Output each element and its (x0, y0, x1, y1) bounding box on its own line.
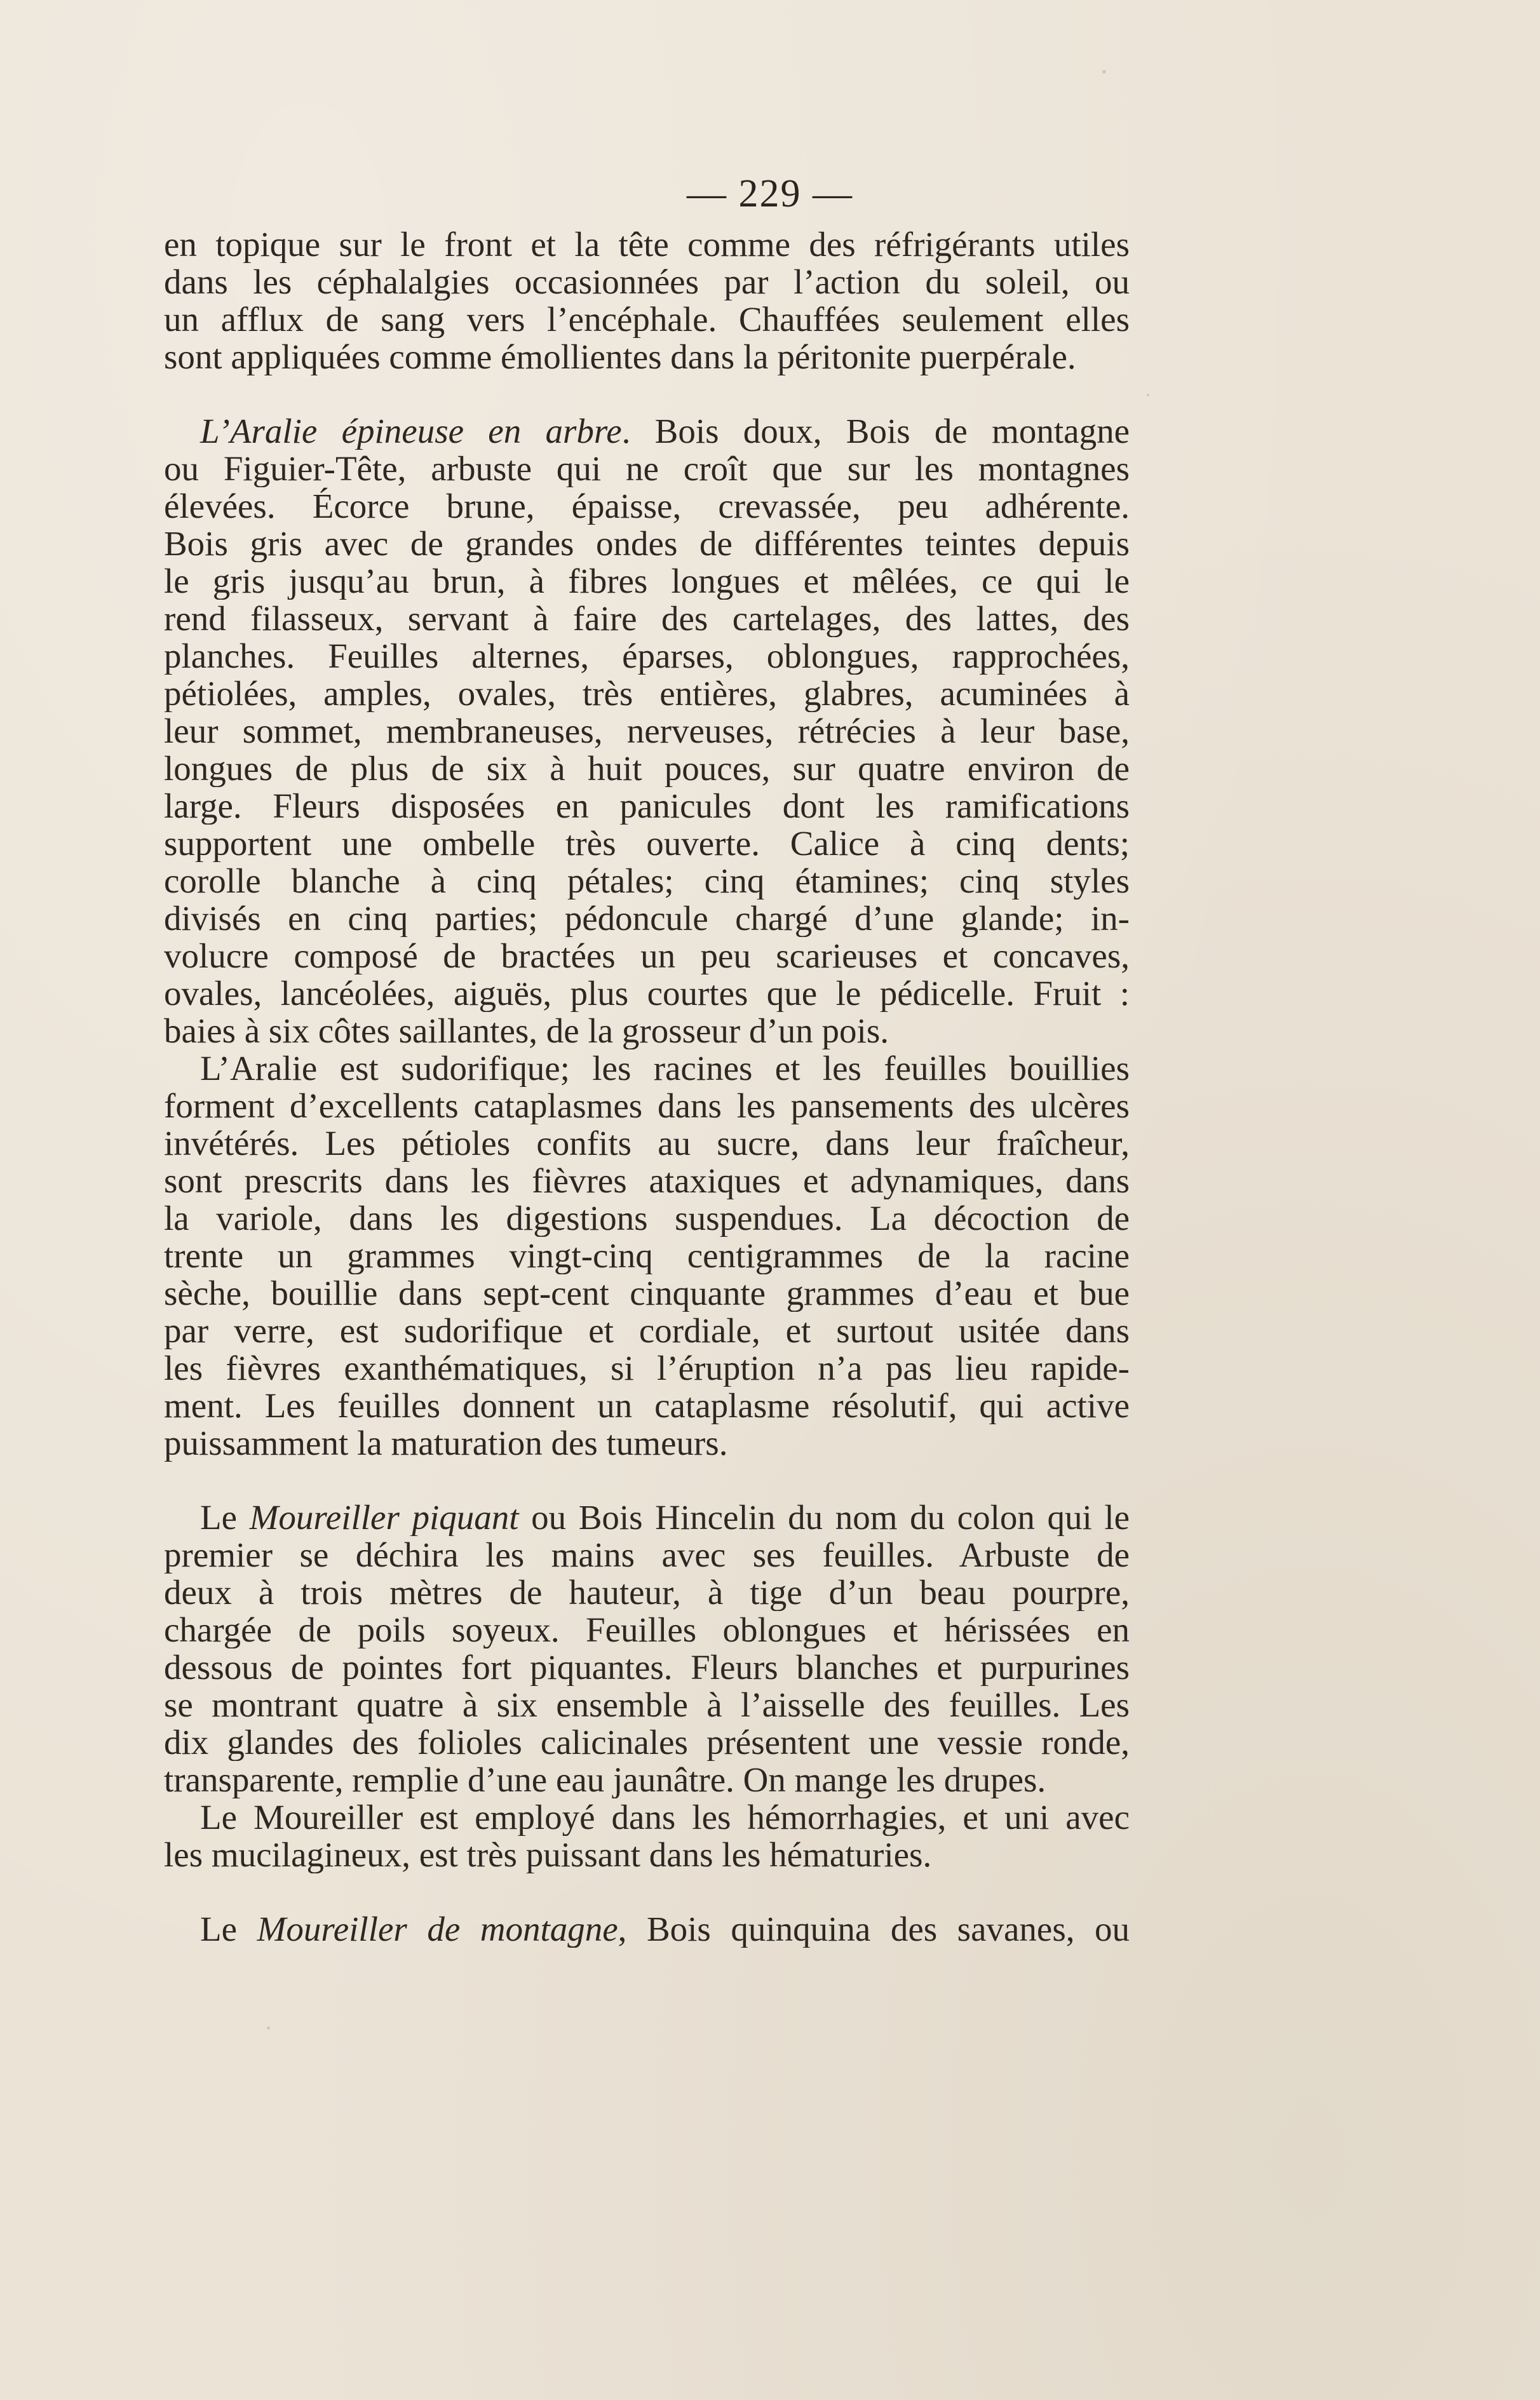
text-line: se montrant quatre à six ensemble à l’aisselle des feuilles. Les (164, 1686, 1130, 1723)
paragraph-gap (164, 1462, 1130, 1499)
text-line-with-italic-title: Le Moureiller piquant ou Bois Hincelin du nom du colon qui le (200, 1499, 1130, 1536)
paragraph-moureiller-montagne (164, 1910, 1130, 1948)
text-line: en topique sur le front et la tête comme des réfrigérants utiles (164, 226, 1130, 263)
text-line: les mucilagineux, est très puissant dans les hématuries. (164, 1836, 932, 1873)
text-line: trente un grammes vingt-cinq centigrammes de la racine (164, 1237, 1130, 1274)
text-line: volucre composé de bractées un peu scarieuses et concaves, (164, 937, 1130, 974)
text-line: divisés en cinq parties; pédoncule chargé d’une glande; in- (164, 900, 1130, 937)
text-line: longues de plus de six à huit pouces, sur quatre environ de (164, 750, 1130, 787)
text-line: dessous de pointes fort piquantes. Fleurs blanches et purpurines (164, 1648, 1130, 1686)
text-line: les fièvres exanthématiques, si l’éruption n’a pas lieu rapide- (164, 1349, 1130, 1387)
text-line-with-italic-title: Le Moureiller de montagne, Bois quinquina des savanes, ou (200, 1910, 1130, 1948)
text-line: sont appliquées comme émollientes dans la péritonite puerpérale. (164, 338, 1076, 375)
text-line: transparente, remplie d’une eau jaunâtre. On mange les drupes. (164, 1761, 1046, 1798)
text-line: Bois gris avec de grandes ondes de différentes teintes depuis (164, 525, 1130, 562)
text-line: dix glandes des folioles calicinales présentent une vessie ronde, (164, 1723, 1130, 1761)
paragraph-aralie-description (164, 412, 1130, 1049)
text-line: ovales, lancéolées, aiguës, plus courtes que le pédicelle. Fruit : (164, 974, 1130, 1012)
text-line: deux à trois mètres de hauteur, à tige d’un beau pourpre, (164, 1574, 1130, 1611)
text-line: leur sommet, membraneuses, nerveuses, rétrécies à leur base, (164, 712, 1130, 750)
species-name-aralie: L’Aralie épineuse en arbre (200, 412, 622, 450)
text-line: par verre, est sudorifique et cordiale, et surtout usitée dans (164, 1312, 1130, 1349)
text-line: ment. Les feuilles donnent un cataplasme résolutif, qui active (164, 1387, 1130, 1424)
paragraph-gap (164, 375, 1130, 412)
paragraph-moureiller-uses (164, 1798, 1130, 1873)
text-line: planches. Feuilles alternes, éparses, oblongues, rapprochées, (164, 637, 1130, 675)
text-column (164, 226, 1130, 1948)
text-line: forment d’excellents cataplasmes dans les pansements des ulcères (164, 1087, 1130, 1124)
paragraph-moureiller-piquant (164, 1499, 1130, 1798)
text-line: un afflux de sang vers l’encéphale. Chauffées seulement elles (164, 300, 1130, 338)
text-line: ou Figuier-Tête, arbuste qui ne croît que sur les montagnes (164, 450, 1130, 487)
text-line: Le Moureiller est employé dans les hémorrhagies, et uni avec (200, 1798, 1130, 1836)
text-line: élevées. Écorce brune, épaisse, crevassée, peu adhérente. (164, 487, 1130, 525)
species-name-moureiller-montagne: Moureiller de montagne (257, 1910, 618, 1948)
paragraph-continuation (164, 226, 1130, 375)
text-line: la variole, dans les digestions suspendues. La décoction de (164, 1199, 1130, 1237)
paper-speck (1102, 70, 1106, 74)
text-line: rend filasseux, servant à faire des cartelages, des lattes, des (164, 600, 1130, 637)
text-line: pétiolées, amples, ovales, très entières, glabres, acuminées à (164, 675, 1130, 712)
text-line: dans les céphalalgies occasionnées par l’action du soleil, ou (164, 263, 1130, 300)
paragraph-aralie-uses (164, 1049, 1130, 1462)
text-line: L’Aralie est sudorifique; les racines et les feuilles bouillies (200, 1049, 1130, 1087)
text-line: supportent une ombelle très ouverte. Calice à cinq dents; (164, 825, 1130, 862)
text-line-with-italic-title: L’Aralie épineuse en arbre. Bois doux, Bois de montagne (200, 412, 1130, 450)
text-line: invétérés. Les pétioles confits au sucre, dans leur fraîcheur, (164, 1124, 1130, 1162)
paragraph-gap (164, 1873, 1130, 1910)
text-line: baies à six côtes saillantes, de la grosseur d’un pois. (164, 1012, 889, 1049)
species-name-moureiller-piquant: Moureiller piquant (249, 1499, 519, 1536)
paper-speck (1147, 394, 1149, 396)
paper-speck (267, 2026, 270, 2030)
text-line: sont prescrits dans les fièvres ataxiques et adynamiques, dans (164, 1162, 1130, 1199)
page-number: — 229 — (687, 172, 853, 215)
text-line: corolle blanche à cinq pétales; cinq étamines; cinq styles (164, 862, 1130, 900)
text-line: puissamment la maturation des tumeurs. (164, 1424, 728, 1462)
text-line: large. Fleurs disposées en panicules dont les ramifications (164, 787, 1130, 825)
text-line: chargée de poils soyeux. Feuilles oblongues et hérissées en (164, 1611, 1130, 1648)
text-line: sèche, bouillie dans sept-cent cinquante grammes d’eau et bue (164, 1274, 1130, 1312)
text-line: le gris jusqu’au brun, à fibres longues et mêlées, ce qui le (164, 562, 1130, 600)
text-line: premier se déchira les mains avec ses feuilles. Arbuste de (164, 1536, 1130, 1574)
